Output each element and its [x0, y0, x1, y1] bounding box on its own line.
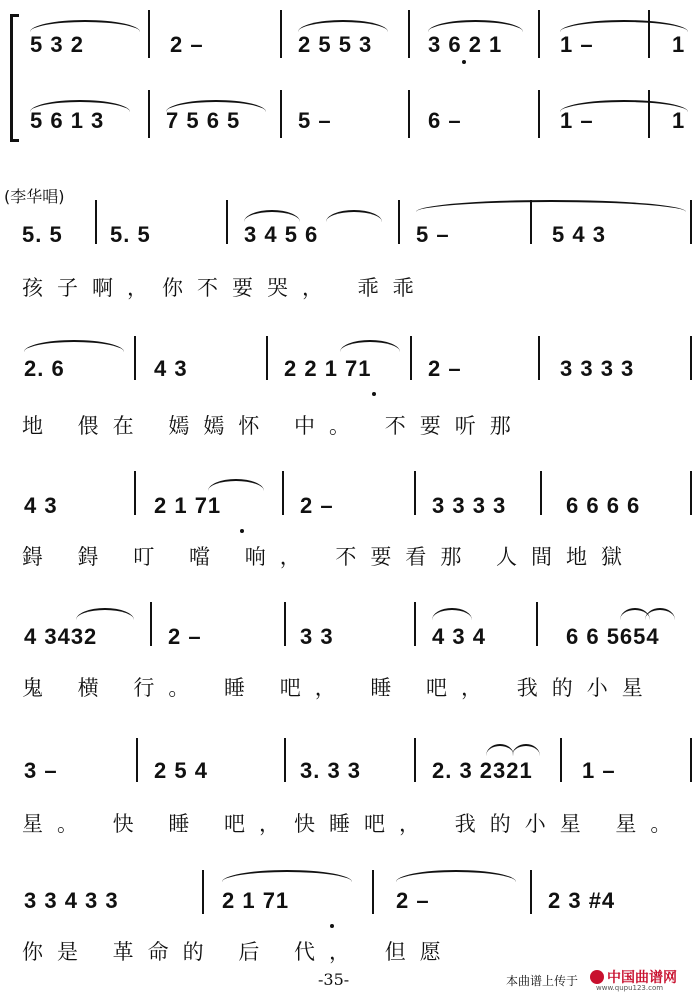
bar-line [538, 10, 540, 58]
site-name: 中国曲谱网 [607, 970, 677, 986]
slur [512, 744, 540, 756]
music-system-3 [0, 465, 700, 585]
measure: 2. 6 [24, 356, 65, 381]
bar-line [538, 90, 540, 138]
measure: 2 1 71 [154, 493, 222, 518]
measure: 5. 5 [22, 222, 63, 247]
measure: 5. 5 [110, 222, 151, 247]
slur [396, 870, 516, 882]
lyrics-line: 你是 革命的 后 代， 但愿 [22, 940, 455, 964]
measure: 2 2 1 71 [284, 356, 372, 381]
measure: 2 – [170, 32, 204, 57]
low-octave-dot [240, 529, 244, 533]
bar-line [530, 200, 532, 244]
lyrics-line: 鬼 横 行。 睡 吧， 睡 吧， 我的小星 [22, 676, 657, 700]
slur [76, 608, 134, 620]
upload-note: 本曲谱上传于 [506, 974, 579, 988]
page-number: -35- [318, 970, 350, 989]
bar-line [372, 870, 374, 914]
measure: 6 – [428, 108, 462, 133]
measure: 2 5 4 [154, 758, 208, 783]
measure: 3 4 5 6 [244, 222, 319, 247]
lyrics-line: 地 偎在 嫣嫣怀 中。 不要听那 [22, 414, 525, 438]
bar-line [530, 870, 532, 914]
measure: 1 [672, 32, 686, 57]
measure: 1 – [582, 758, 616, 783]
measure: 3 3 3 3 [432, 493, 507, 518]
measure: 3. 3 3 [300, 758, 362, 783]
measure: 5 – [298, 108, 332, 133]
slur [222, 870, 352, 882]
measure: 1 – [560, 32, 594, 57]
measure: 3 – [24, 758, 58, 783]
bar-line [202, 870, 204, 914]
measure: 2. 3 2321 [432, 758, 533, 783]
slur [24, 340, 124, 352]
bar-line [284, 738, 286, 782]
bar-line [410, 336, 412, 380]
bar-line [690, 471, 692, 515]
bar-line [408, 10, 410, 58]
bar-line [540, 471, 542, 515]
measure: 2 – [300, 493, 334, 518]
lyrics-line: 孩子啊，你不要哭， 乖乖 [22, 276, 428, 300]
bar-line [408, 90, 410, 138]
bar-line [648, 90, 650, 138]
bar-line [414, 602, 416, 646]
measure: 1 [672, 108, 686, 133]
measure: 3 3 4 3 3 [24, 888, 119, 913]
measure: 5 4 3 [552, 222, 606, 247]
measure: 2 – [428, 356, 462, 381]
slur [645, 608, 675, 620]
low-octave-dot [330, 924, 334, 928]
measure: 4 3 [24, 493, 58, 518]
bar-line [134, 471, 136, 515]
bar-line [284, 602, 286, 646]
bar-line [134, 336, 136, 380]
singer-label: (李华唱) [4, 187, 65, 206]
bar-line [266, 336, 268, 380]
bar-line [148, 10, 150, 58]
slur [416, 200, 686, 212]
measure: 5 6 1 3 [30, 108, 105, 133]
music-system-2 [0, 330, 700, 450]
measure: 6 6 6 6 [566, 493, 641, 518]
bar-line [136, 738, 138, 782]
low-octave-dot [462, 60, 466, 64]
measure: 1 – [560, 108, 594, 133]
bar-line [536, 602, 538, 646]
bar-line [282, 471, 284, 515]
measure: 3 3 [300, 624, 334, 649]
intro-row-2 [0, 80, 700, 150]
bar-line [398, 200, 400, 244]
measure: 5 – [416, 222, 450, 247]
bar-line [538, 336, 540, 380]
bar-line [648, 10, 650, 58]
bar-line [148, 90, 150, 138]
measure: 2 3 #4 [548, 888, 616, 913]
measure: 4 3 4 [432, 624, 486, 649]
lyrics-line: 鍀 鍀 叮 噹 响， 不要看那 人間地獄 [22, 545, 637, 569]
slur [326, 210, 382, 222]
measure: 2 1 71 [222, 888, 290, 913]
measure: 5 3 2 [30, 32, 84, 57]
music-system-6 [0, 862, 700, 972]
bar-line [280, 90, 282, 138]
bar-line [95, 200, 97, 244]
bar-line [414, 738, 416, 782]
measure: 4 3 [154, 356, 188, 381]
measure: 3 3 3 3 [560, 356, 635, 381]
intro-row-1 [0, 0, 700, 70]
slur [432, 608, 472, 620]
measure: 3 6 2 1 [428, 32, 503, 57]
lyrics-line: 星。 快 睡 吧，快睡吧， 我的小星 星。 [22, 812, 686, 836]
slur [208, 479, 264, 491]
slur [560, 20, 688, 32]
slur [30, 20, 140, 32]
slur [298, 20, 388, 32]
bar-line [690, 738, 692, 782]
music-system-1 [0, 200, 700, 310]
measure: 2 – [168, 624, 202, 649]
music-system-5 [0, 738, 700, 848]
site-domain: www.qupu123.com [596, 984, 664, 992]
measure: 6 6 5654 [566, 624, 660, 649]
bar-line [414, 471, 416, 515]
slur [340, 340, 400, 352]
bar-line [150, 602, 152, 646]
slur [244, 210, 300, 222]
bar-line [690, 336, 692, 380]
slur [428, 20, 523, 32]
measure: 2 – [396, 888, 430, 913]
bar-line [280, 10, 282, 58]
music-system-4 [0, 598, 700, 718]
site-logo-icon [590, 970, 604, 984]
slur [486, 744, 514, 756]
bar-line [690, 200, 692, 244]
low-octave-dot [372, 392, 376, 396]
measure: 4 3432 [24, 624, 98, 649]
measure: 7 5 6 5 [166, 108, 241, 133]
bar-line [226, 200, 228, 244]
measure: 2 5 5 3 [298, 32, 373, 57]
bar-line [560, 738, 562, 782]
